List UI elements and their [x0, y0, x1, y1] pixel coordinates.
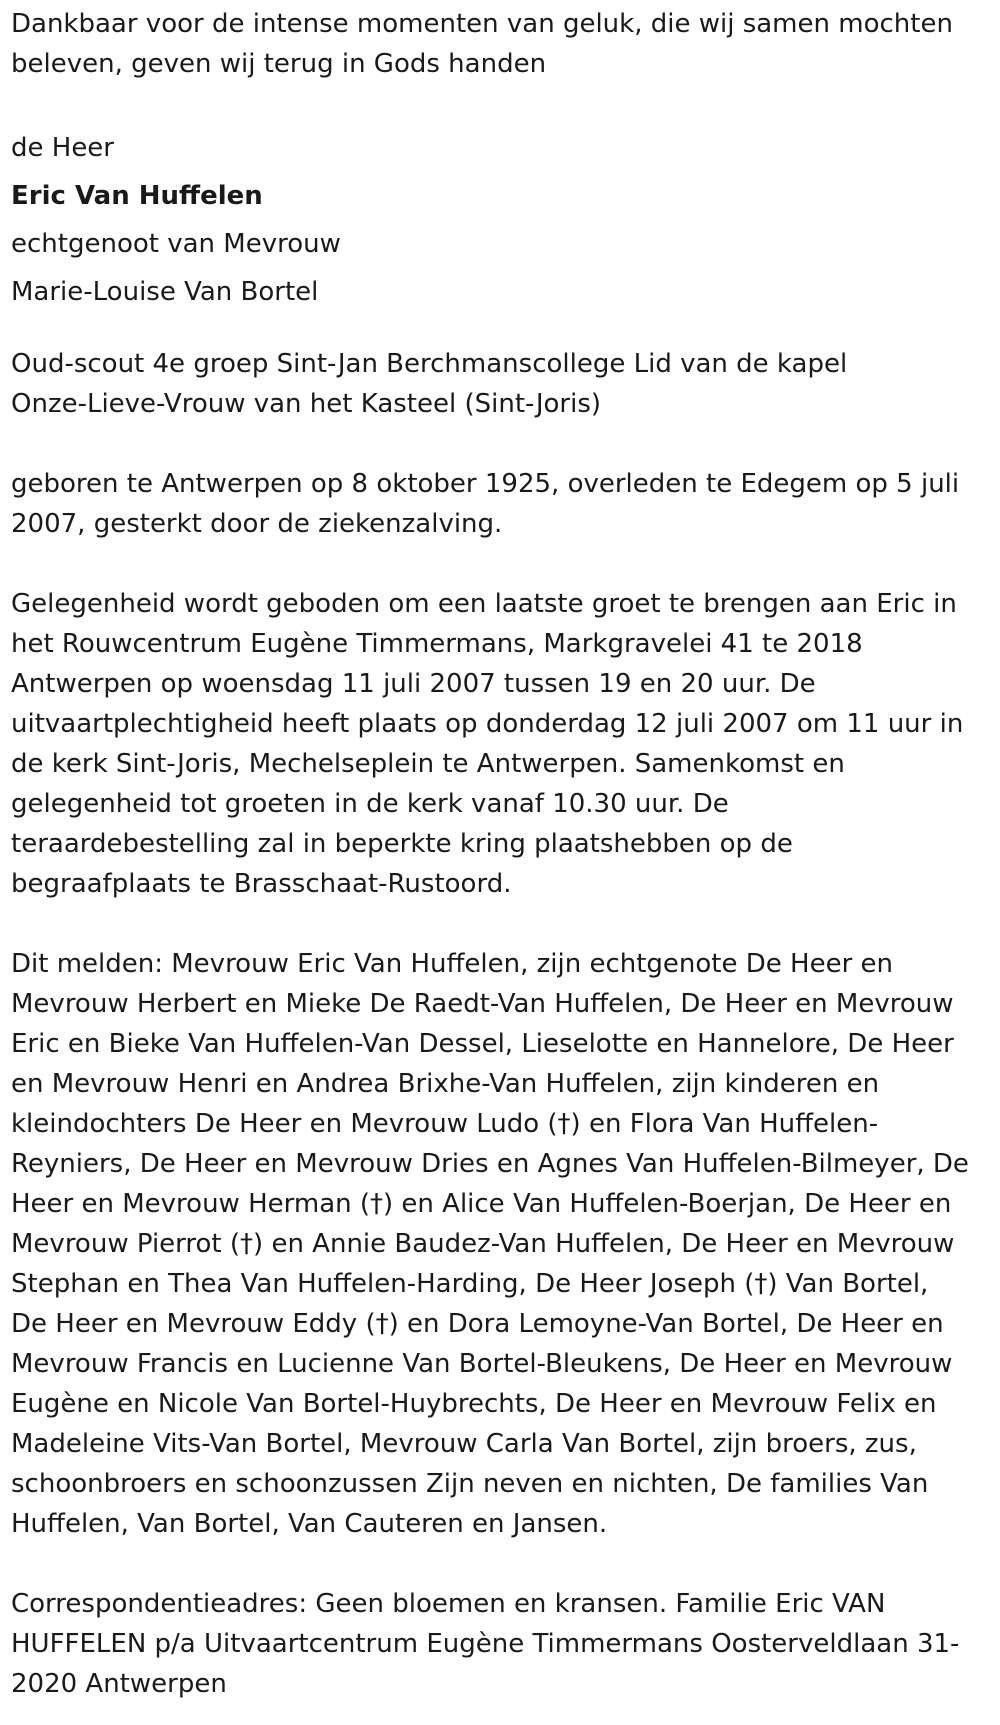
- announcers-text: Dit melden: Mevrouw Eric Van Huffelen, zijn echtgenote De Heer en Mevrouw Herbert en Mieke De Raedt-Van Huffelen, De Heer en Mevrouw Eric en Bieke Van Huffelen-Van Dessel, Lieselotte en Hannelore, De Heer en Mevrouw Henri en Andrea Brixhe-Van Huffelen, zijn kinderen en kleindochters De Heer en Mevrouw Ludo (†) en Flora Van Huffelen- Reyniers, De Heer en Mevrouw Dries en Agnes Van Huffelen-Bilmeyer, De Heer en Mevrouw Herman (†) en Alice Van Huffelen-Boerjan, De Heer en Mevrouw Pierrot (†) en Annie Baudez-Van Huffelen, De Heer en Mevrouw Stephan en Thea Van Huffelen-Harding, De Heer Joseph (†) Van Bortel, De Heer en Mevrouw Eddy (†) en Dora Lemoyne-Van Bortel, De Heer en Mevrouw Francis en Lucienne Van Bortel-Bleukens, De Heer en Mevrouw Eugène en Nicole Van Bortel-Huybrechts, De Heer en Mevrouw Felix en Madeleine Vits-Van Bortel, Mevrouw Carla Van Bortel, zijn broers, zus, schoonbroers en schoonzussen Zijn neven en nichten, De families Van Huffelen, Van Bortel, Van Cauteren en Jansen.: [11, 949, 969, 1539]
- title-prefix: de Heer: [11, 133, 114, 163]
- spacer: [11, 316, 996, 344]
- spacer: [11, 424, 996, 464]
- spacer: [11, 84, 996, 124]
- correspondence-text: Correspondentieadres: Geen bloemen en kransen. Familie Eric VAN HUFFELEN p/a Uitvaartcentrum Eugène Timmermans Oosterveldlaan 31- 2020 Antwerpen: [11, 1589, 960, 1699]
- spacer: [11, 904, 996, 944]
- ceremony-text: Gelegenheid wordt geboden om een laatste groet te brengen aan Eric in het Rouwcentrum Eugène Timmermans, Markgravelei 41 te 2018 Antwerpen op woensdag 11 juli 2007 tussen 19 en 20 uur. De uitvaartplechtigheid heeft plaats op donderdag 12 juli 2007 om 11 uur in de kerk Sint-Joris, Mechelseplein te Antwerpen. Samenkomst en gelegenheid tot groeten in de kerk vanaf 10.30 uur. De teraardebestelling zal in beperkte kring plaatshebben op de begraafplaats te Brasschaat-Rustoord.: [11, 589, 964, 899]
- obituary-document: [11, 4, 996, 1704]
- spouse-label: echtgenoot van Mevrouw: [11, 229, 341, 259]
- birth-death-text: geboren te Antwerpen op 8 oktober 1925, overleden te Edegem op 5 juli 2007, gesterkt door de ziekenzalving.: [11, 469, 960, 539]
- spacer: [11, 1544, 996, 1584]
- deceased-name: Eric Van Huffelen: [11, 181, 263, 211]
- spacer: [11, 544, 996, 584]
- intro-text: Dankbaar voor de intense momenten van geluk, die wij samen mochten beleven, geven wij terug in Gods handen: [11, 9, 953, 79]
- affiliation-text: Oud-scout 4e groep Sint-Jan Berchmanscollege Lid van de kapel Onze-Lieve-Vrouw van het Kasteel (Sint-Joris): [11, 349, 848, 419]
- spouse-name: Marie-Louise Van Bortel: [11, 277, 319, 307]
